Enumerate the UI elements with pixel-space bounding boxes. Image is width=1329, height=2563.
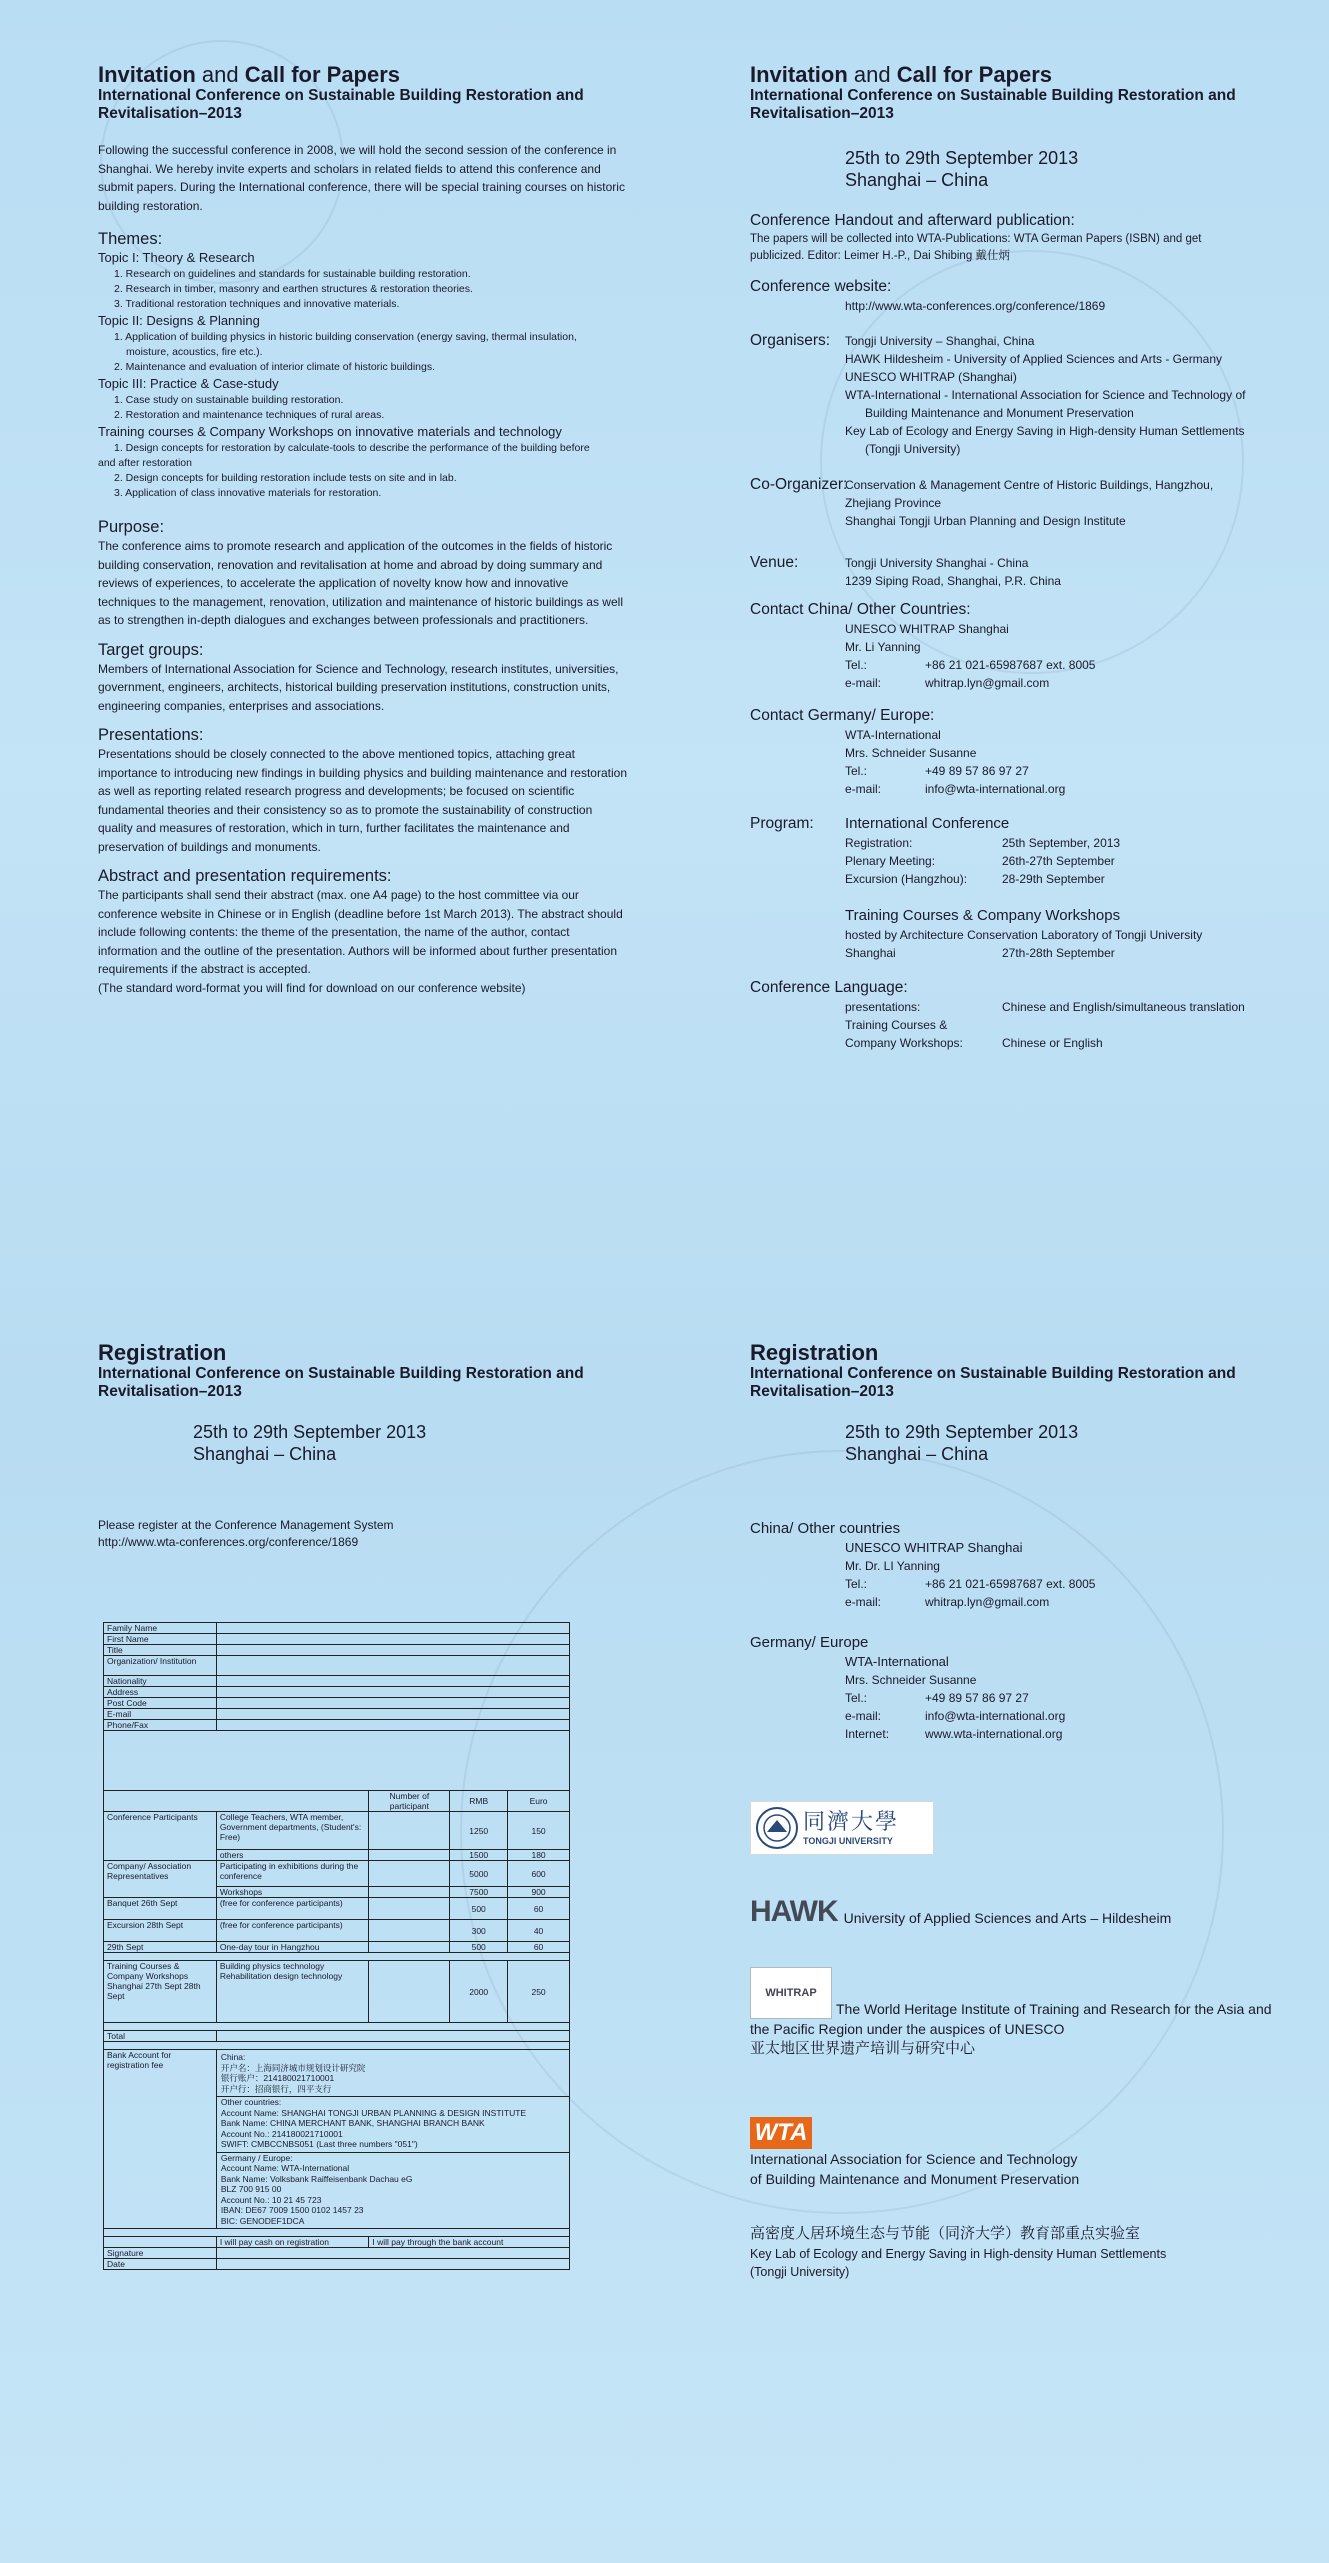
contact-website[interactable]: www.wta-international.org: [925, 1727, 1063, 1741]
fee-count-input[interactable]: [369, 1861, 450, 1887]
organiser-item: Tongji University – Shanghai, China: [845, 333, 1035, 348]
contact-label: e-mail:: [845, 1709, 882, 1723]
program-label: Registration:: [845, 835, 913, 850]
bank-line: China:: [220, 2052, 246, 2062]
venue-block: [750, 554, 1290, 590]
spacer-cell: [104, 1731, 570, 1791]
fees-head: RMB: [450, 1791, 508, 1812]
form-field-label: Family Name: [104, 1623, 217, 1634]
bank-line: SWIFT: CMBCCNBS051 (Last three numbers "051"): [220, 2139, 418, 2149]
fee-eur: 150: [508, 1812, 570, 1850]
register-url[interactable]: http://www.wta-conferences.org/conference/1869: [98, 1535, 359, 1549]
target-paragraph: Members of International Association for Science and Technology, research institutes, universities, government, engineers, architects, historical building preservation institutions, construction units, engineering companies, enterprises and associations.: [98, 661, 619, 713]
form-field-row: [104, 1709, 570, 1720]
whitrap-name: The World Heritage Institute of Training and Research for the Asia and the Pacific Region under the auspices of UNESCO: [750, 2001, 1272, 2037]
co-organizer-item: Conservation & Management Centre of Historic Buildings, Hangzhou,: [845, 477, 1214, 492]
bank-line: Account Name: SHANGHAI TONGJI URBAN PLANNING & DESIGN INSTITUTE: [220, 2107, 527, 2118]
fee-category: Excursion 28th Sept: [104, 1920, 217, 1942]
fees-head: Euro: [508, 1791, 570, 1812]
fee-item: College Teachers, WTA member, Government departments, (Student's: Free): [216, 1812, 369, 1850]
purpose-paragraph: The conference aims to promote research and application of the outcomes in the fields of historic building conservation, renovation and revitalisation at home and abroad by doing summary and reviews of experiences, to accelerate the application of novelty know how and innovative techniques to the management, renovation, utilization and maintenance of historic buildings as well as to strengthen in-depth dialogues and exchanges between professionals and practitioners.: [98, 539, 623, 627]
themes-heading: Themes:: [98, 230, 163, 248]
keylab-block: [750, 2223, 1290, 2281]
target-heading: Target groups:: [98, 640, 204, 659]
contact-label: e-mail:: [845, 781, 882, 796]
program-value: 28-29th September: [1002, 871, 1105, 886]
form-field-row: [104, 1687, 570, 1698]
topic-heading: Training courses & Company Workshops on innovative materials and technology: [98, 424, 562, 439]
contact-email[interactable]: whitrap.lyn@gmail.com: [925, 675, 1050, 690]
topic-heading: Topic III: Practice & Case-study: [98, 376, 279, 391]
organiser-item: HAWK Hildesheim - University of Applied Sciences and Arts - Germany: [845, 351, 1223, 366]
contact-phone: +86 21 021-65987687 ext. 8005: [925, 1577, 1096, 1591]
fee-category: Company/ Association Representatives: [104, 1861, 217, 1898]
fee-count-input[interactable]: [369, 1898, 450, 1920]
bank-details: [216, 2050, 569, 2229]
wta-block: [750, 2117, 1290, 2189]
language-label: Company Workshops:: [845, 1035, 963, 1050]
register-note: Please register at the Conference Management System: [98, 1518, 394, 1532]
panel-subtitle: International Conference on Sustainable Building Restoration and Revitalisation–2013: [98, 87, 584, 122]
total-label: Total: [104, 2031, 217, 2042]
training-host: hosted by Architecture Conservation Laboratory of Tongji University: [845, 927, 1203, 942]
program-heading: Program:: [750, 814, 814, 832]
list-item: 1. Application of building physics in historic building conservation (energy saving, thermal insulation,: [114, 331, 577, 343]
program-block: [750, 814, 1290, 962]
contact-china-heading: Contact China/ Other Countries:: [750, 600, 971, 618]
list-item: 1. Design concepts for restoration by calculate-tools to describe the performance of the building before: [114, 442, 590, 454]
language-value: Chinese and English/simultaneous translation: [1002, 999, 1245, 1014]
venue-heading: Venue:: [750, 553, 799, 571]
conference-dates: 25th to 29th September 2013: [193, 1422, 427, 1442]
fee-item: Participating in exhibitions during the conference: [216, 1861, 369, 1887]
fee-rmb: 300: [450, 1920, 508, 1942]
fee-eur: 180: [508, 1850, 570, 1861]
contact-email[interactable]: whitrap.lyn@gmail.com: [925, 1595, 1050, 1609]
contact-line: WTA-International: [845, 727, 941, 742]
contact-line: UNESCO WHITRAP Shanghai: [845, 1540, 1023, 1555]
hawk-logo: HAWK: [750, 1895, 838, 1928]
topic-heading: Topic I: Theory & Research: [98, 250, 255, 265]
contact-line: Mrs. Schneider Susanne: [845, 1673, 977, 1687]
whitrap-chinese-name: 亚太地区世界遗产培训与研究中心: [750, 2040, 976, 2057]
hawk-logo-block: [750, 1897, 1290, 1927]
fee-count-input[interactable]: [369, 1942, 450, 1953]
bank-line: BLZ 700 915 00: [220, 2184, 282, 2194]
co-organizer-block: [750, 476, 1290, 530]
contact-phone: +86 21 021-65987687 ext. 8005: [925, 657, 1096, 672]
pay-bank-option[interactable]: I will pay through the bank account: [369, 2237, 570, 2248]
handout-line: The papers will be collected into WTA-Publications: WTA German Papers (ISBN) and get: [750, 233, 1202, 245]
form-field-row: [104, 1634, 570, 1645]
spacer-cell: [104, 2229, 570, 2237]
registration-form-table: [103, 1622, 570, 2270]
form-field-row: [104, 1623, 570, 1634]
fee-item: (free for conference participants): [216, 1920, 369, 1942]
fee-category: Training Courses & Company Workshops Shanghai 27th Sept 28th Sept: [104, 1961, 217, 2023]
contact-line: WTA-International: [845, 1654, 949, 1669]
contact-china-heading: China/ Other countries: [750, 1520, 901, 1537]
date-input[interactable]: [216, 2259, 569, 2270]
wta-name: International Association for Science and Technology: [750, 2151, 1078, 2167]
form-field-input[interactable]: [216, 1709, 569, 1720]
spacer-cell: [104, 1953, 570, 1961]
organiser-item: Building Maintenance and Monument Preservation: [865, 405, 1134, 420]
keylab-name: (Tongji University): [750, 2265, 850, 2279]
form-field-row: [104, 1656, 570, 1676]
list-item: 1. Case study on sustainable building restoration.: [114, 394, 344, 406]
panel-subtitle: International Conference on Sustainable Building Restoration and Revitalisation–2013: [750, 87, 1236, 122]
contact-germany-heading: Contact Germany/ Europe:: [750, 706, 935, 724]
fee-rmb: 500: [450, 1942, 508, 1953]
bank-line: 银行账户：214180021710001: [220, 2073, 335, 2083]
contact-label: Tel.:: [845, 657, 868, 672]
hawk-name: University of Applied Sciences and Arts – Hildesheim: [843, 1910, 1172, 1926]
program-value: 26th-27th September: [1002, 853, 1115, 868]
payment-empty: [104, 2237, 217, 2248]
fee-item: (free for conference participants): [216, 1898, 369, 1920]
contact-label: Tel.:: [845, 1691, 868, 1705]
fee-item: Building physics technology Rehabilitation design technology: [216, 1961, 369, 2023]
bank-line: Account No.: 214180021710001: [220, 2128, 343, 2139]
contact-line: Mr. Li Yanning: [845, 639, 921, 654]
panel-subtitle: International Conference on Sustainable Building Restoration and Revitalisation–2013: [750, 1365, 1236, 1400]
topic-heading: Topic II: Designs & Planning: [98, 313, 260, 328]
fee-eur: 600: [508, 1861, 570, 1887]
panel-title: Invitation and Call for Papers: [750, 62, 1053, 87]
panel-title: Registration: [750, 1340, 879, 1365]
form-field-label: Address: [104, 1687, 217, 1698]
list-item: and after restoration: [98, 457, 192, 469]
list-item: 2. Research in timber, masonry and earthen structures & restoration theories.: [114, 283, 473, 295]
fee-eur: 40: [508, 1920, 570, 1942]
contact-label: e-mail:: [845, 675, 882, 690]
fee-rmb: 500: [450, 1898, 508, 1920]
form-field-label: Title: [104, 1645, 217, 1656]
form-field-label: Phone/Fax: [104, 1720, 217, 1731]
bank-line: 开户行：招商银行，四平支行: [220, 2083, 332, 2094]
fee-count-input[interactable]: [369, 1887, 450, 1898]
fee-item: Workshops: [216, 1887, 369, 1898]
contact-label: Tel.:: [845, 1577, 868, 1591]
form-field-label: Nationality: [104, 1676, 217, 1687]
form-field-input[interactable]: [216, 1720, 569, 1731]
organiser-item: Key Lab of Ecology and Energy Saving in High-density Human Settlements: [845, 423, 1245, 438]
organiser-item: UNESCO WHITRAP (Shanghai): [845, 369, 1017, 384]
fee-eur: 250: [508, 1961, 570, 2023]
form-field-row: [104, 1698, 570, 1709]
program-label: Excursion (Hangzhou):: [845, 871, 968, 886]
bank-line: Account Name: WTA-International: [220, 2163, 350, 2173]
contact-germany-heading: Germany/ Europe: [750, 1634, 869, 1651]
spacer-cell: [104, 2042, 570, 2050]
list-item: 2. Maintenance and evaluation of interior climate of historic buildings.: [114, 361, 436, 373]
fee-count-input[interactable]: [369, 1961, 450, 2023]
fee-eur: 900: [508, 1887, 570, 1898]
conference-city: Shanghai – China: [193, 1444, 337, 1464]
abstract-paragraph: The participants shall send their abstract (max. one A4 page) to the host committee via our conference website in Chinese or in English (deadline before 1st March 2013). The abstract should include following contents: the theme of the presentation, the name of the author, contact information and the outline of the presentation. Authors will be informed about further presentation requirements if the abstract is accepted.: [98, 888, 623, 976]
conference-city: Shanghai – China: [845, 170, 989, 190]
invitation-panel-right: [750, 62, 1290, 1052]
contact-label: e-mail:: [845, 1595, 882, 1609]
spacer-cell: [104, 2023, 570, 2031]
website-url[interactable]: http://www.wta-conferences.org/conference/1869: [845, 299, 1106, 313]
program-value: 27th-28th September: [1002, 945, 1115, 960]
bank-label: Bank Account for registration fee: [104, 2050, 217, 2229]
form-field-label: Post Code: [104, 1698, 217, 1709]
registration-panel-left: [98, 1340, 638, 1551]
fee-count-input[interactable]: [369, 1812, 450, 1850]
date-label: Date: [104, 2259, 217, 2270]
presentations-heading: Presentations:: [98, 726, 204, 744]
venue-line: Tongji University Shanghai - China: [845, 555, 1029, 570]
panel-title: Registration: [98, 1340, 227, 1365]
keylab-name: Key Lab of Ecology and Energy Saving in High-density Human Settlements: [750, 2247, 1167, 2261]
form-field-row: [104, 1645, 570, 1656]
form-field-input[interactable]: [216, 1698, 569, 1709]
form-field-input[interactable]: [216, 1687, 569, 1698]
invitation-panel-left: [98, 62, 628, 997]
contact-line: Mr. Dr. LI Yanning: [845, 1559, 940, 1573]
contact-phone: +49 89 57 86 97 27: [925, 763, 1029, 778]
fees-head: Number of participant: [369, 1791, 450, 1812]
language-heading: Conference Language:: [750, 978, 908, 996]
language-label: presentations:: [845, 999, 921, 1014]
pay-cash-option[interactable]: I will pay cash on registration: [216, 2237, 369, 2248]
program-subheading: International Conference: [845, 814, 1010, 832]
list-item: 2. Restoration and maintenance techniques of rural areas.: [114, 409, 385, 421]
whitrap-logo-text: WHITRAP: [765, 1987, 817, 1999]
list-item: 2. Design concepts for building restoration include tests on site and in lab.: [114, 472, 457, 484]
signature-input[interactable]: [216, 2248, 569, 2259]
abstract-note: (The standard word-format you will find for download on our conference website): [98, 980, 526, 995]
conference-dates: 25th to 29th September 2013: [845, 1422, 1079, 1442]
co-organizer-item: Zhejiang Province: [845, 495, 942, 510]
wta-logo: WTA: [750, 2117, 812, 2149]
organisers-block: [750, 332, 1290, 458]
fee-category: Banquet 26th Sept: [104, 1898, 217, 1920]
conference-city: Shanghai – China: [845, 1444, 989, 1464]
panel-title: Invitation and Call for Papers: [98, 62, 401, 87]
panel-subtitle: International Conference on Sustainable Building Restoration and Revitalisation–2013: [98, 1365, 584, 1400]
co-organizer-item: Shanghai Tongji Urban Planning and Design Institute: [845, 513, 1126, 528]
fee-rmb: 1250: [450, 1812, 508, 1850]
fee-rmb: 1500: [450, 1850, 508, 1861]
purpose-heading: Purpose:: [98, 518, 165, 536]
bank-line: Germany / Europe:: [217, 2152, 569, 2164]
organiser-item: WTA-International - International Association for Science and Technology of: [845, 387, 1246, 402]
program-label: Plenary Meeting:: [845, 853, 936, 868]
fee-item: others: [216, 1850, 369, 1861]
language-label: Training Courses &: [845, 1017, 948, 1032]
list-item: 1. Research on guidelines and standards for sustainable building restoration.: [114, 268, 471, 280]
handout-line: publicized. Editor: Leimer H.-P., Dai Shibing 戴仕炳: [750, 250, 1010, 262]
form-field-input[interactable]: [216, 1634, 569, 1645]
form-field-row: [104, 1720, 570, 1731]
contact-label: Internet:: [845, 1727, 890, 1741]
website-heading: Conference website:: [750, 278, 892, 295]
form-field-label: E-mail: [104, 1709, 217, 1720]
intro-paragraph: Following the successful conference in 2008, we will hold the second session of the conference in Shanghai. We hereby invite experts and scholars in related fields to attend this conference and submit papers. During the International conference, there will be special training courses on historic building restoration.: [98, 143, 625, 213]
list-item: 3. Traditional restoration techniques and innovative materials.: [114, 298, 400, 310]
keylab-chinese-name: 高密度人居环境生态与节能（同济大学）教育部重点实验室: [750, 2225, 1141, 2242]
tongji-logo: [750, 1801, 934, 1855]
bank-line: Bank Name: CHINA MERCHANT BANK, SHANGHAI BRANCH BANK: [220, 2118, 485, 2128]
tongji-emblem-icon: [755, 1806, 799, 1850]
form-field-input[interactable]: [216, 1645, 569, 1656]
bank-line: Bank Name: Volksbank Raiffeisenbank Dachau eG: [220, 2173, 413, 2184]
fee-count-input[interactable]: [369, 1850, 450, 1861]
registration-panel-right: [750, 1340, 1290, 2281]
form-field-label: Organization/ Institution: [104, 1656, 217, 1676]
handout-heading: Conference Handout and afterward publication:: [750, 212, 1075, 229]
abstract-heading: Abstract and presentation requirements:: [98, 867, 392, 885]
contact-line: UNESCO WHITRAP Shanghai: [845, 621, 1009, 636]
bank-line: IBAN: DE67 7009 1500 0102 1457 23: [220, 2205, 364, 2215]
contact-line: Mrs. Schneider Susanne: [845, 745, 977, 760]
conference-dates: 25th to 29th September 2013: [845, 148, 1079, 168]
contact-email[interactable]: info@wta-international.org: [925, 781, 1066, 796]
bank-line: Other countries:: [217, 2096, 569, 2108]
list-item: 3. Application of class innovative materials for restoration.: [114, 487, 382, 499]
contact-label: Tel.:: [845, 763, 868, 778]
fee-eur: 60: [508, 1942, 570, 1953]
contact-email[interactable]: info@wta-international.org: [925, 1709, 1066, 1723]
whitrap-logo: [750, 1967, 832, 2019]
form-field-input[interactable]: [216, 1656, 569, 1676]
organiser-item: (Tongji University): [865, 441, 961, 456]
fee-eur: 60: [508, 1898, 570, 1920]
bank-line: Account No.: 10 21 45 723: [220, 2194, 322, 2205]
whitrap-block: [750, 1967, 1290, 2059]
fee-item: One-day tour in Hangzhou: [216, 1942, 369, 1953]
co-organizer-heading: Co-Organizer:: [750, 475, 848, 493]
form-field-row: [104, 1676, 570, 1687]
tongji-english-name: TONGJI UNIVERSITY: [803, 1836, 893, 1846]
organisers-heading: Organisers:: [750, 331, 831, 349]
contact-phone: +49 89 57 86 97 27: [925, 1691, 1029, 1705]
list-item: moisture, acoustics, fire etc.).: [126, 346, 263, 358]
fee-category: 29th Sept: [104, 1942, 217, 1953]
fee-rmb: 7500: [450, 1887, 508, 1898]
program-label: Shanghai: [845, 945, 896, 960]
presentations-paragraph: Presentations should be closely connected to the above mentioned topics, attaching great importance to introducing new findings in building physics and building maintenance and restoration as well as reporting related research progress and developments; be focused on scientific fundamental theories and their consistency so as to promote the sustainability of construction quality and measures of restoration, which in turn, further facilitates the maintenance and preservation of buildings and monuments.: [98, 747, 627, 854]
signature-label: Signature: [104, 2248, 217, 2259]
fee-category: Conference Participants: [104, 1812, 217, 1861]
form-field-input[interactable]: [216, 1623, 569, 1634]
fee-count-input[interactable]: [369, 1920, 450, 1942]
wta-name: of Building Maintenance and Monument Preservation: [750, 2171, 1080, 2187]
tongji-chinese-name: 同濟大學: [803, 1809, 900, 1834]
form-field-input[interactable]: [216, 1676, 569, 1687]
venue-line: 1239 Siping Road, Shanghai, P.R. China: [845, 573, 1061, 588]
fees-head-empty: [104, 1791, 369, 1812]
program-value: 25th September, 2013: [1002, 835, 1121, 850]
bank-line: BIC: GENODEF1DCA: [220, 2215, 305, 2226]
form-field-label: First Name: [104, 1634, 217, 1645]
language-value: Chinese or English: [1002, 1035, 1103, 1050]
fee-rmb: 5000: [450, 1861, 508, 1887]
bank-line: 开户名：上海同济城市规划设计研究院: [220, 2062, 366, 2073]
training-heading: Training Courses & Company Workshops: [845, 906, 1121, 924]
total-input[interactable]: [216, 2031, 569, 2042]
fee-rmb: 2000: [450, 1961, 508, 2023]
